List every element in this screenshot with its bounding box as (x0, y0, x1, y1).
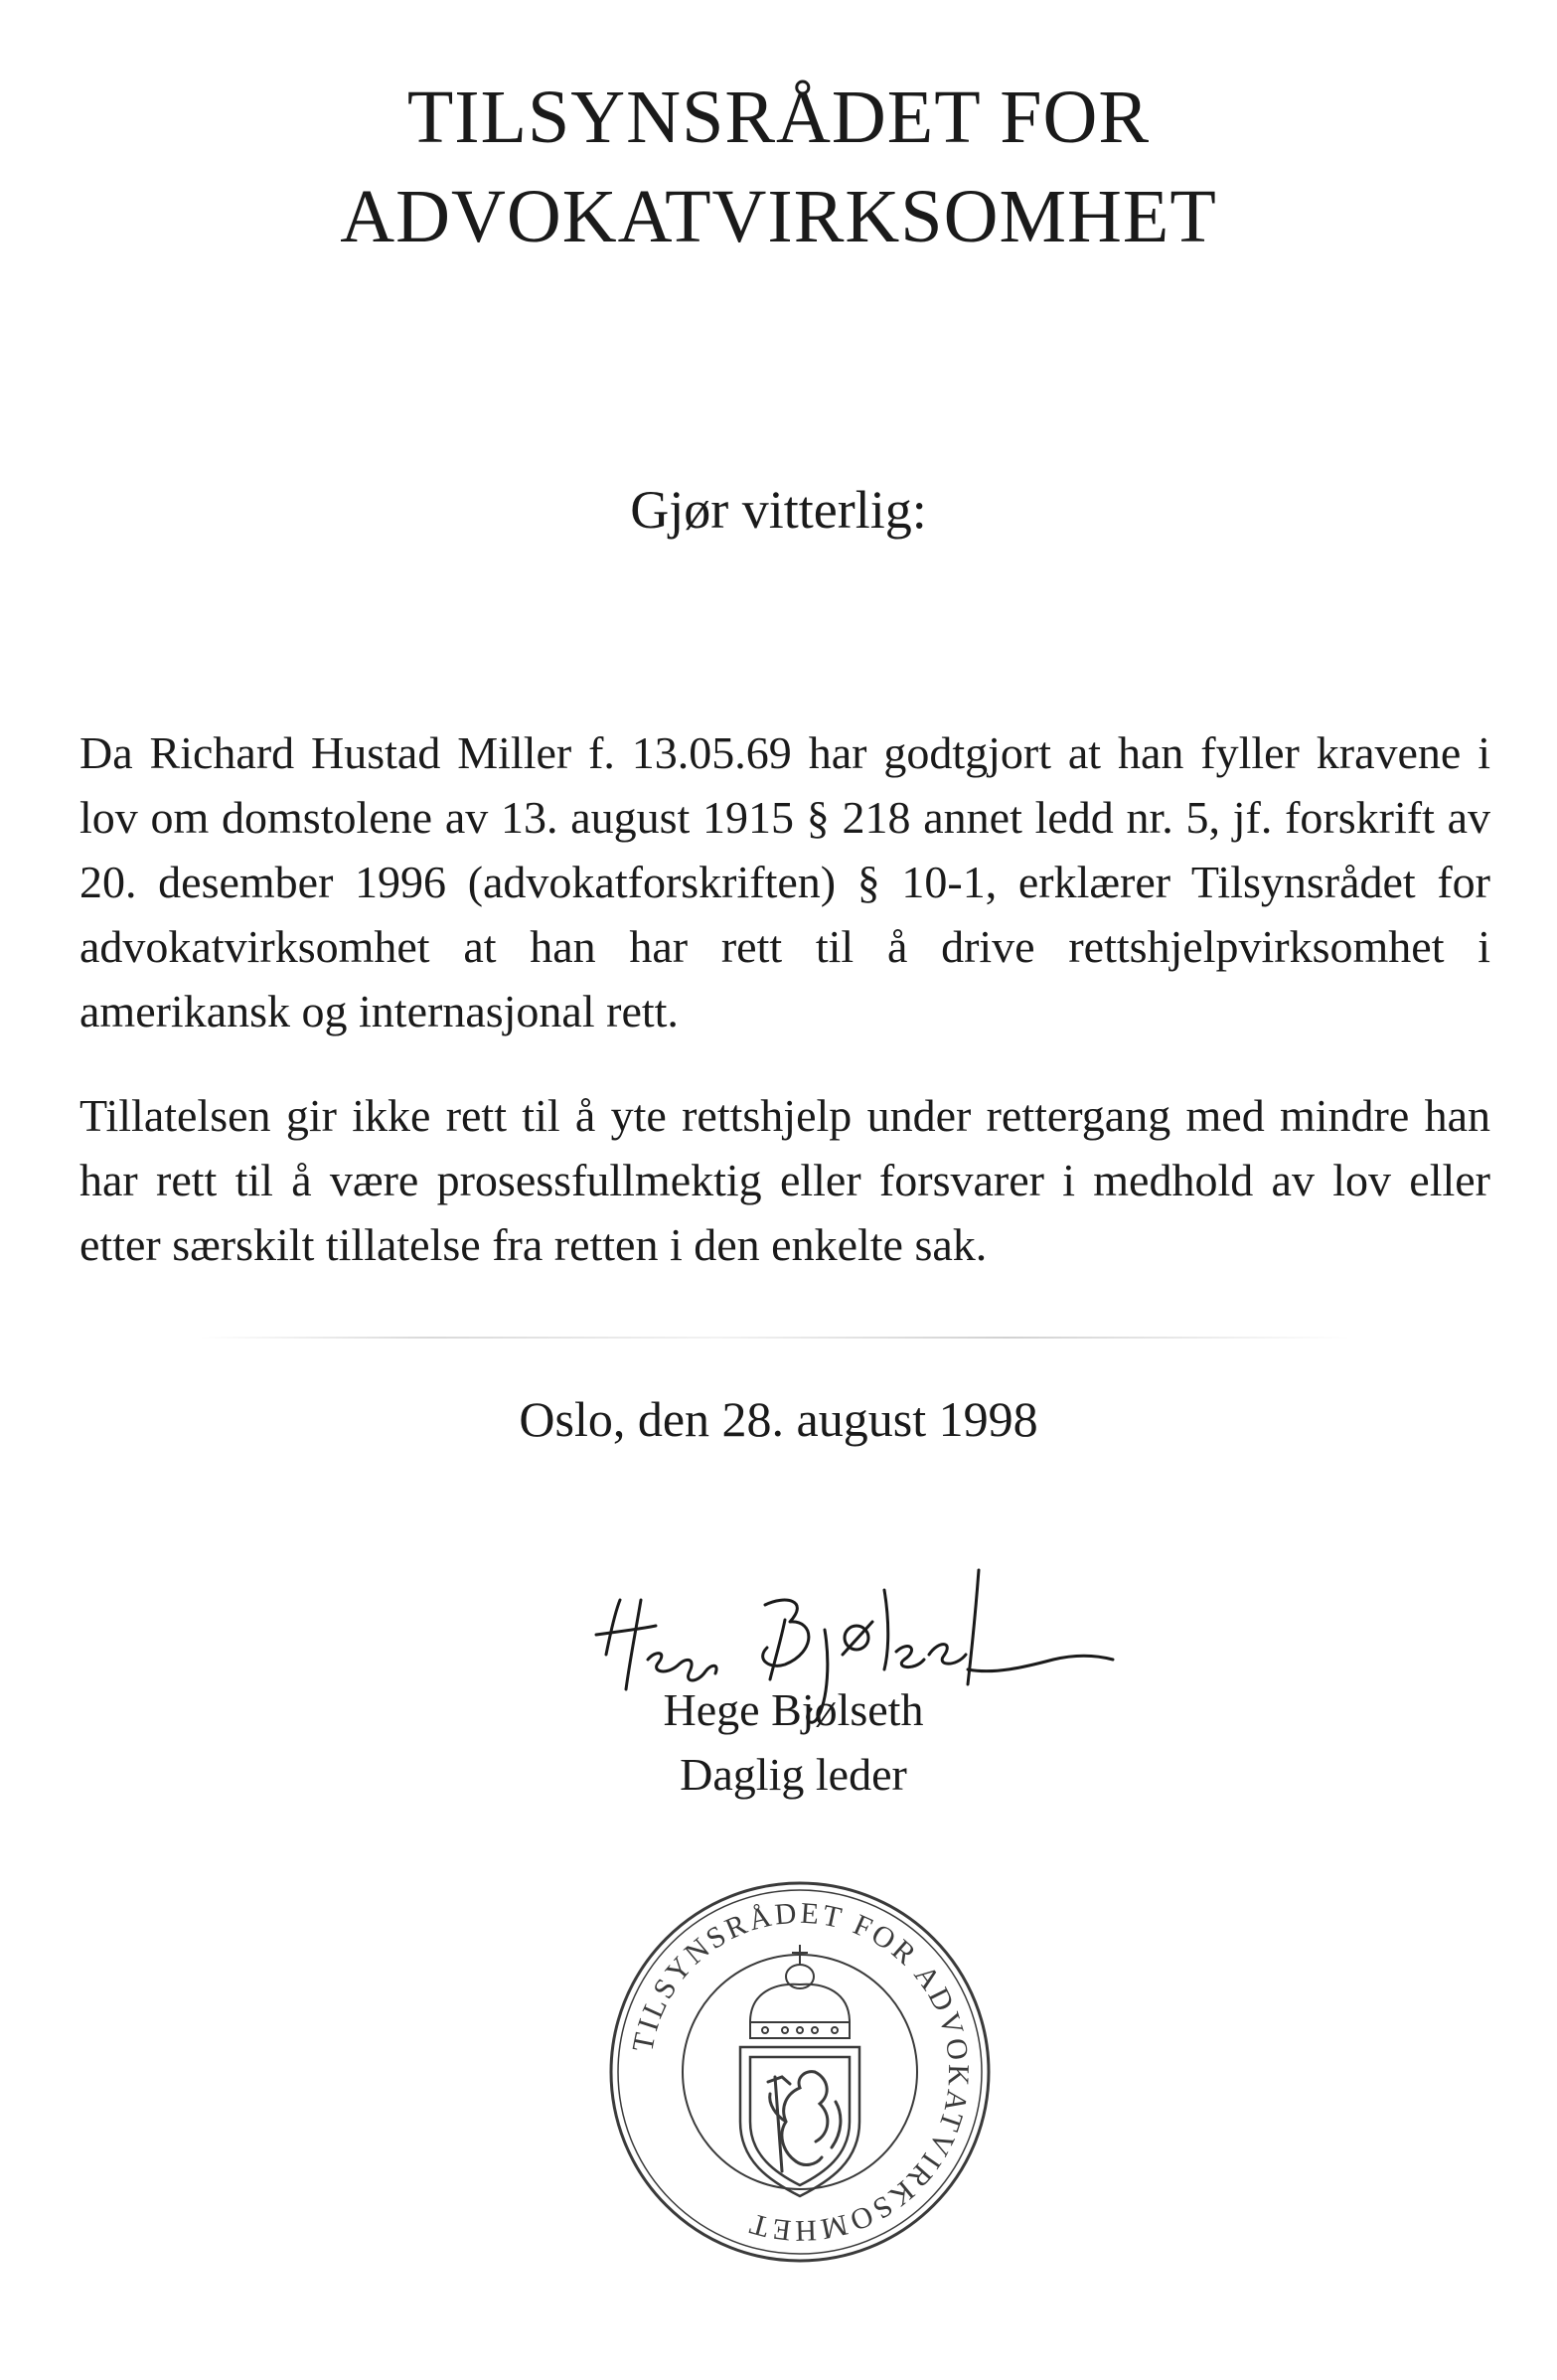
proclamation-heading: Gjør vitterlig: (630, 480, 927, 540)
official-seal (601, 1873, 999, 2271)
seal-ring-text: TILSYNSRÅDET FOR ADVOKATVIRKSOMHET (626, 1896, 976, 2248)
crown-icon (750, 1945, 850, 2038)
document-title-line2: ADVOKATVIRKSOMHET (340, 175, 1217, 258)
body-paragraph-2: Tillatelsen gir ikke rett til å yte rettshjelp under rettergang med mindre han har rett til å være prosessfullmektig eller forsvarer i medhold av lov eller etter særskilt tillatelse fra retten i den enkelte sak. (79, 1090, 1490, 1270)
lion-icon (768, 2072, 841, 2171)
document-title-line1: TILSYNSRÅDET FOR (406, 76, 1151, 159)
place-and-date: Oslo, den 28. august 1998 (519, 1391, 1038, 1447)
body-paragraph-1: Da Richard Hustad Miller f. 13.05.69 har godtgjort at han fyller kravene i lov om domstolene av 13. august 1915 § 218 annet ledd nr. 5, jf. forskrift av 20. desember 1996 (advokatforskriften) § 10-1, erklærer Tilsynsrådet for advokatvirksomhet at han har rett til å drive rettshjelpvirksomhet i amerikansk og internasjonal rett. (79, 727, 1490, 1036)
scan-fold-line (199, 1337, 1351, 1339)
signer-name: Hege Bjølseth (663, 1684, 924, 1735)
signer-role: Daglig leder (680, 1749, 907, 1800)
